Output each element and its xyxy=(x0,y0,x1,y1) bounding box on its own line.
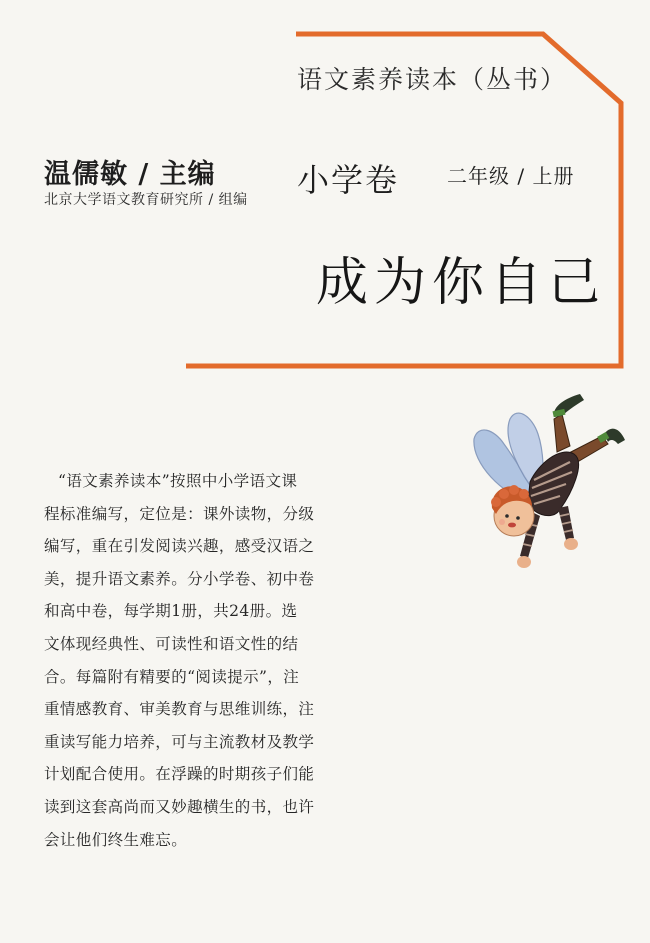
description-line: 美，提升语文素养。分小学卷、初中卷 xyxy=(44,569,315,588)
description-line: 计划配合使用。在浮躁的时期孩子们能 xyxy=(44,765,315,784)
volume-label: 小学卷 xyxy=(297,161,400,199)
book-title: 成为你自己 xyxy=(316,253,607,313)
description-line: 会让他们终生难忘。 xyxy=(44,830,188,849)
compiling-institute: 北京大学语文教育研究所 / 组编 xyxy=(44,192,248,208)
flying-boy-illustration xyxy=(462,384,637,579)
description-line: 和高中卷，每学期1册，共24册。选 xyxy=(44,602,298,621)
description-line: 重情感教育、审美教育与思维训练，注 xyxy=(44,700,315,719)
description-line: 合。每篇附有精要的“阅读提示”，注 xyxy=(44,667,300,686)
grade-label: 二年级 / 上册 xyxy=(447,164,575,188)
description-line: 编写，重在引发阅读兴趣，感受汉语之 xyxy=(44,537,315,556)
description-line: 重读写能力培养，可与主流教材及教学 xyxy=(44,732,315,751)
series-title: 语文素养读本（丛书） xyxy=(297,65,568,94)
description-line: “语文素养读本”按照中小学语文课 xyxy=(58,472,298,490)
chief-editor: 温儒敏 / 主编 xyxy=(44,159,216,190)
series-description xyxy=(44,465,329,856)
description-line: 程标准编写，定位是：课外读物，分级 xyxy=(44,504,315,523)
description-line: 读到这套高尚而又妙趣横生的书，也许 xyxy=(44,797,315,816)
description-line: 文体现经典性、可读性和语文性的结 xyxy=(44,634,299,653)
